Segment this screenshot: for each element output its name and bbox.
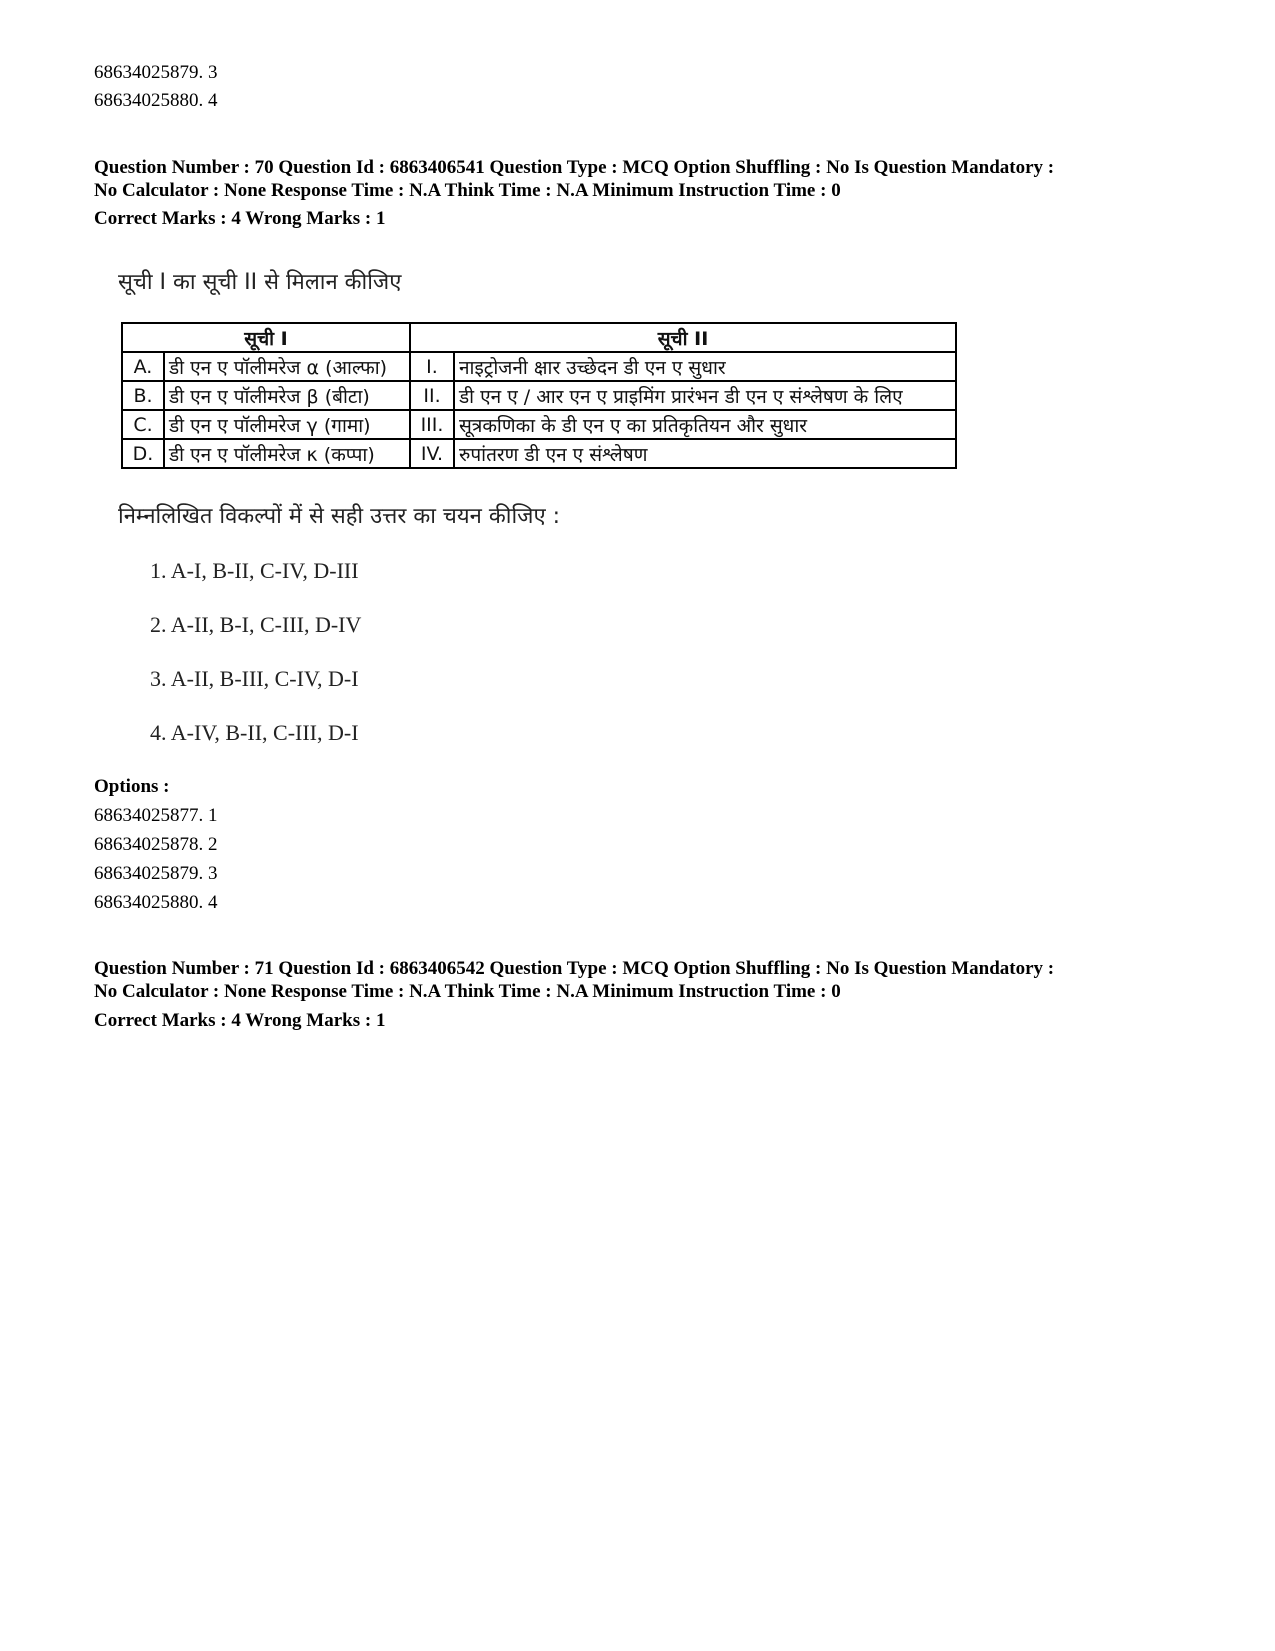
list-2-heading: सूची II: [410, 323, 956, 352]
q70-marks: Correct Marks : 4 Wrong Marks : 1: [94, 208, 386, 229]
q70-instruction: सूची I का सूची II से मिलान कीजिए: [118, 270, 402, 295]
row-label: I.: [410, 352, 454, 381]
list-1-item: डी एन ए पॉलीमरेज γ (गामा): [164, 410, 410, 439]
top-option-3: 68634025879. 3: [94, 62, 218, 83]
table-row: [122, 352, 956, 381]
option-2: 68634025878. 2: [94, 834, 218, 855]
list-1-item: डी एन ए पॉलीमरेज κ (कप्पा): [164, 439, 410, 468]
top-option-4: 68634025880. 4: [94, 90, 218, 111]
match-table-header: [122, 323, 956, 352]
choice-1: 1. A-I, B-II, C-IV, D-III: [150, 558, 359, 583]
choice-3: 3. A-II, B-III, C-IV, D-I: [150, 666, 359, 691]
table-row: [122, 439, 956, 468]
q71-marks: Correct Marks : 4 Wrong Marks : 1: [94, 1010, 386, 1031]
list-1-item: डी एन ए पॉलीमरेज β (बीटा): [164, 381, 410, 410]
option-4: 68634025880. 4: [94, 892, 218, 913]
list-1-heading: सूची I: [122, 323, 410, 352]
options-label: Options :: [94, 776, 170, 797]
row-label: II.: [410, 381, 454, 410]
list-1-item: डी एन ए पॉलीमरेज α (आल्फा): [164, 352, 410, 381]
table-row: [122, 381, 956, 410]
list-2-item: सूत्रकणिका के डी एन ए का प्रतिकृतियन और सुधार: [454, 410, 956, 439]
choice-4: 4. A-IV, B-II, C-III, D-I: [150, 720, 359, 745]
q70-choose-instruction: निम्नलिखित विकल्पों में से सही उत्तर का चयन कीजिए :: [118, 504, 561, 529]
option-1: 68634025877. 1: [94, 805, 218, 826]
q70-header-line1: Question Number : 70 Question Id : 6863406541 Question Type : MCQ Option Shuffling : No Is Question Mandatory :: [94, 157, 1055, 178]
q71-header-line2: No Calculator : None Response Time : N.A Think Time : N.A Minimum Instruction Time : 0: [94, 981, 841, 1002]
option-3: 68634025879. 3: [94, 863, 218, 884]
list-2-item: डी एन ए / आर एन ए प्राइमिंग प्रारंभन डी एन ए संश्लेषण के लिए: [454, 381, 956, 410]
choice-2: 2. A-II, B-I, C-III, D-IV: [150, 612, 362, 637]
match-table: [121, 322, 957, 469]
row-label: A.: [122, 352, 164, 381]
q71-header-line1: Question Number : 71 Question Id : 6863406542 Question Type : MCQ Option Shuffling : No Is Question Mandatory :: [94, 958, 1055, 979]
row-label: IV.: [410, 439, 454, 468]
row-label: C.: [122, 410, 164, 439]
row-label: B.: [122, 381, 164, 410]
table-row: [122, 410, 956, 439]
row-label: III.: [410, 410, 454, 439]
list-2-item: रुपांतरण डी एन ए संश्लेषण: [454, 439, 956, 468]
q70-header-line2: No Calculator : None Response Time : N.A Think Time : N.A Minimum Instruction Time : 0: [94, 180, 841, 201]
row-label: D.: [122, 439, 164, 468]
list-2-item: नाइट्रोजनी क्षार उच्छेदन डी एन ए सुधार: [454, 352, 956, 381]
